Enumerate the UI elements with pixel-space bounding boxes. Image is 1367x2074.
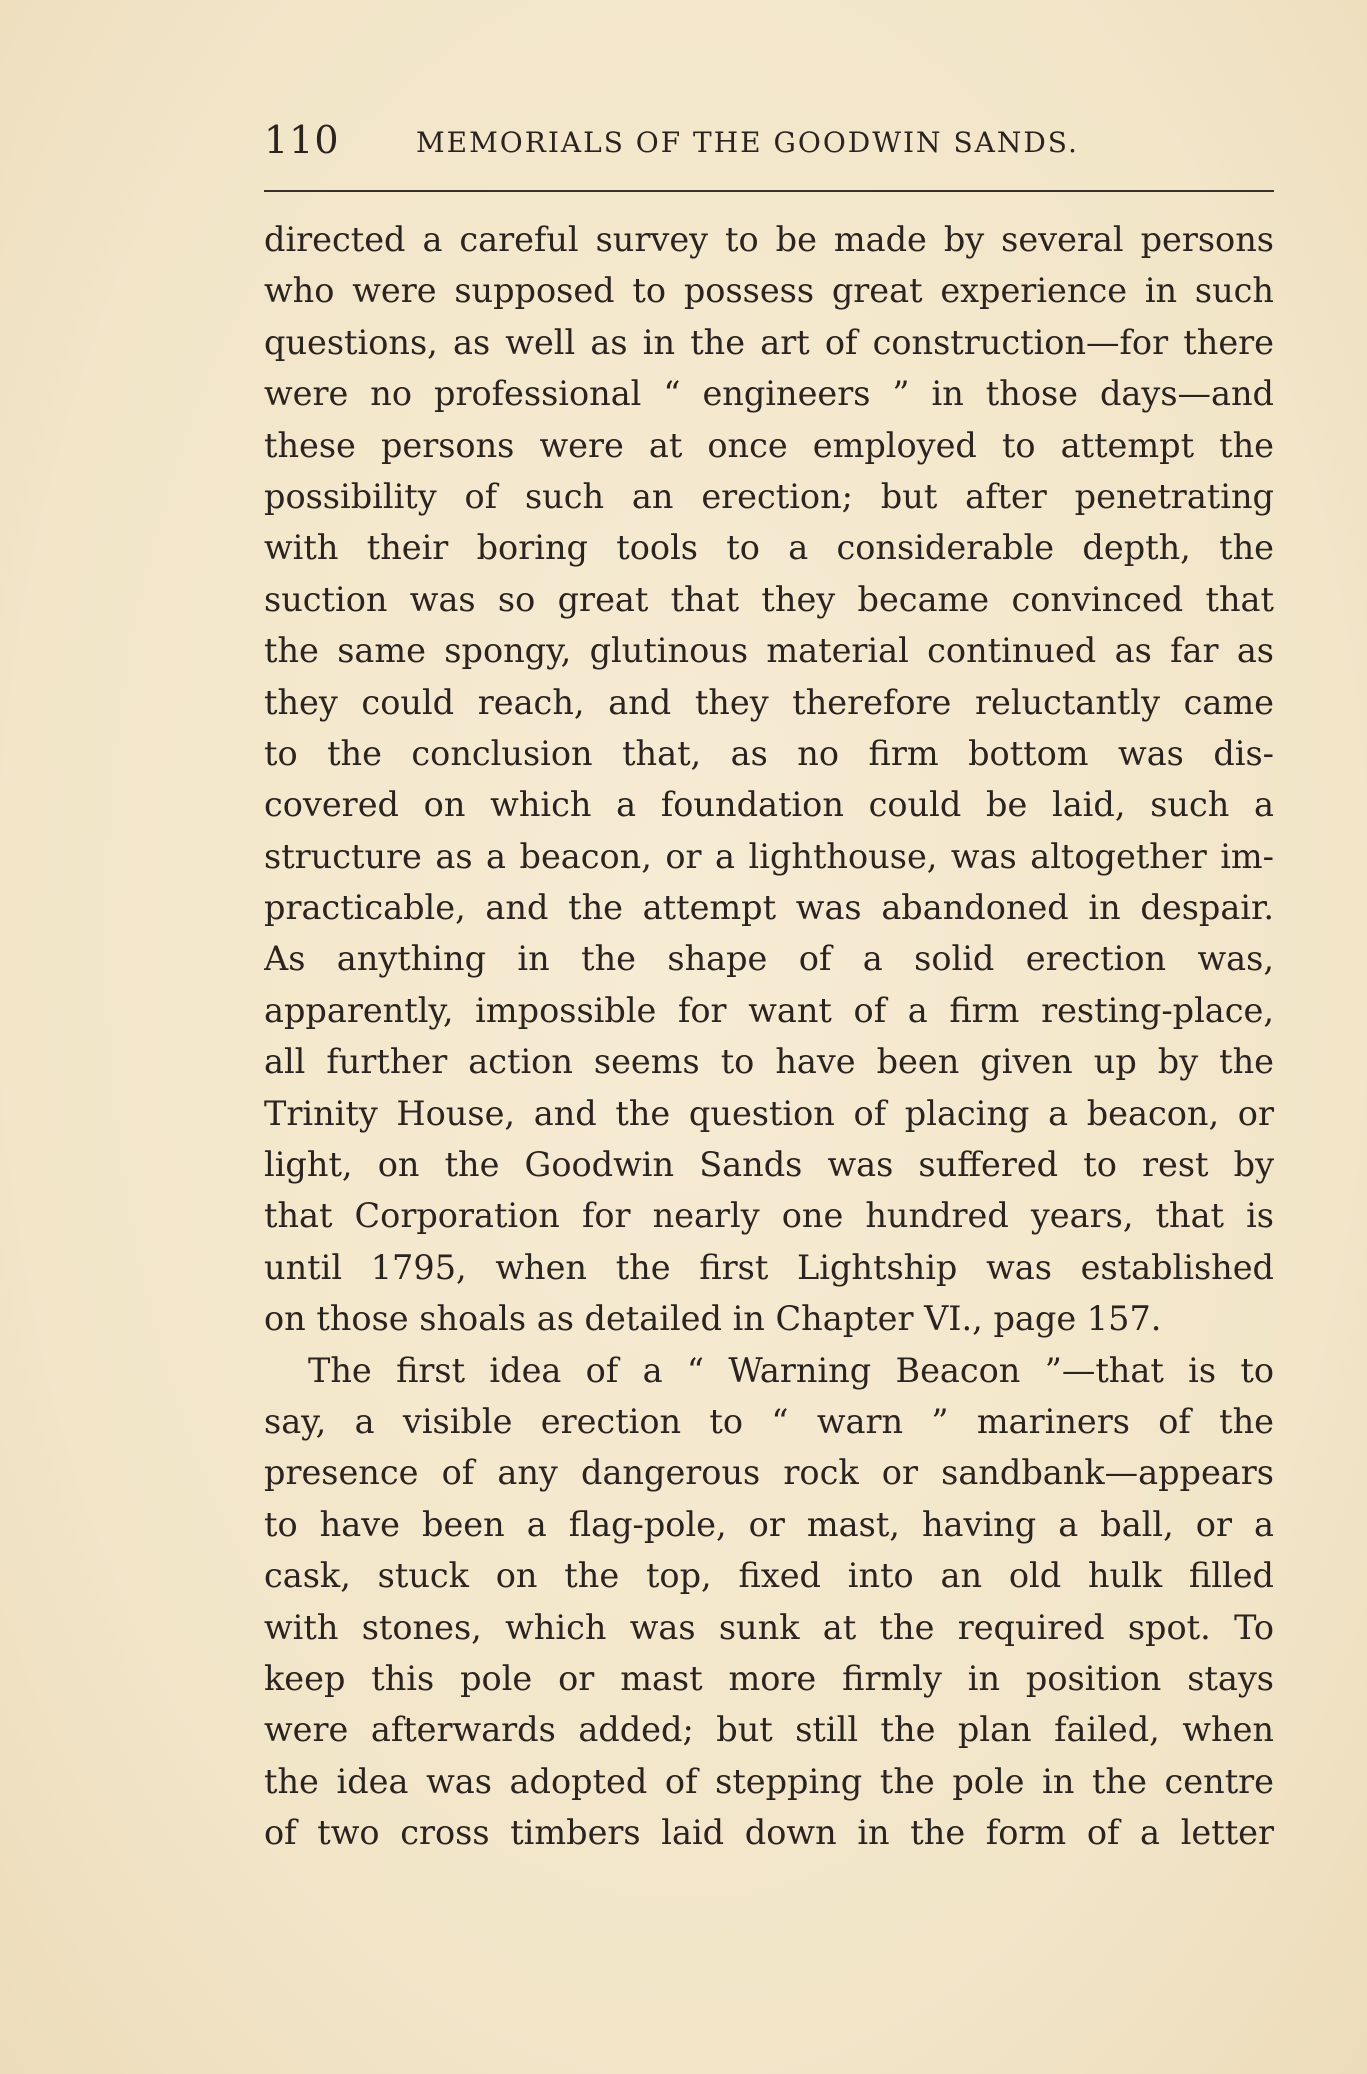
text-line: practicable, and the attempt was abandoned in despair.: [264, 888, 1274, 928]
text-line: keep this pole or mast more firmly in position stays: [264, 1658, 1274, 1698]
text-line: they could reach, and they therefore reluctantly came: [264, 682, 1274, 722]
text-line: who were supposed to possess great experience in such: [264, 271, 1274, 311]
header-rule: [264, 190, 1274, 192]
text-line: were no professional “ engineers ” in those days—and: [264, 374, 1274, 414]
text-line: presence of any dangerous rock or sandbank—appears: [264, 1453, 1274, 1493]
text-line: were afterwards added; but still the plan failed, when: [264, 1710, 1274, 1750]
text-line: possibility of such an erection; but after penetrating: [264, 476, 1274, 516]
text-line: directed a careful survey to be made by several persons: [264, 220, 1274, 259]
text-line: say, a visible erection to “ warn ” mariners of the: [264, 1401, 1274, 1441]
text-line: to have been a flag-pole, or mast, having a ball, or a: [264, 1504, 1274, 1544]
text-line: on those shoals as detailed in Chapter VI., page 157.: [264, 1299, 1162, 1339]
text-line: that Corporation for nearly one hundred years, that is: [264, 1196, 1274, 1236]
text-line: the same spongy, glutinous material continued as far as: [264, 631, 1274, 671]
text-line: As anything in the shape of a solid erection was,: [264, 939, 1274, 979]
text-line: apparently, impossible for want of a firm resting-place,: [264, 990, 1274, 1030]
text-line: light, on the Goodwin Sands was suffered to rest by: [264, 1145, 1274, 1185]
text-line: with stones, which was sunk at the required spot. To: [264, 1607, 1274, 1647]
text-line: covered on which a foundation could be laid, such a: [264, 785, 1274, 825]
text-line: cask, stuck on the top, fixed into an old hulk filled: [264, 1556, 1274, 1596]
text-line: The first idea of a “ Warning Beacon ”—that is to: [308, 1350, 1274, 1390]
text-line: questions, as well as in the art of construction—for there: [264, 322, 1274, 362]
body-text: [264, 214, 1274, 1859]
text-line: with their boring tools to a considerable depth, the: [264, 528, 1274, 568]
text-line: to the conclusion that, as no firm bottom was dis-: [264, 733, 1274, 773]
text-line: suction was so great that they became convinced that: [264, 579, 1274, 619]
text-line: structure as a beacon, or a lighthouse, was altogether im-: [264, 836, 1274, 876]
text-line: the idea was adopted of stepping the pole in the centre: [264, 1761, 1274, 1801]
page-header: [264, 118, 1274, 174]
running-title: MEMORIALS OF THE GOODWIN SANDS.: [416, 126, 1079, 159]
text-line: until 1795, when the first Lightship was established: [264, 1247, 1274, 1287]
text-line: these persons were at once employed to attempt the: [264, 425, 1274, 465]
text-line: all further action seems to have been given up by the: [264, 1042, 1274, 1082]
text-line: Trinity House, and the question of placing a beacon, or: [264, 1093, 1274, 1133]
page-number: 110: [264, 118, 340, 162]
text-line: of two cross timbers laid down in the form of a letter: [264, 1813, 1274, 1853]
